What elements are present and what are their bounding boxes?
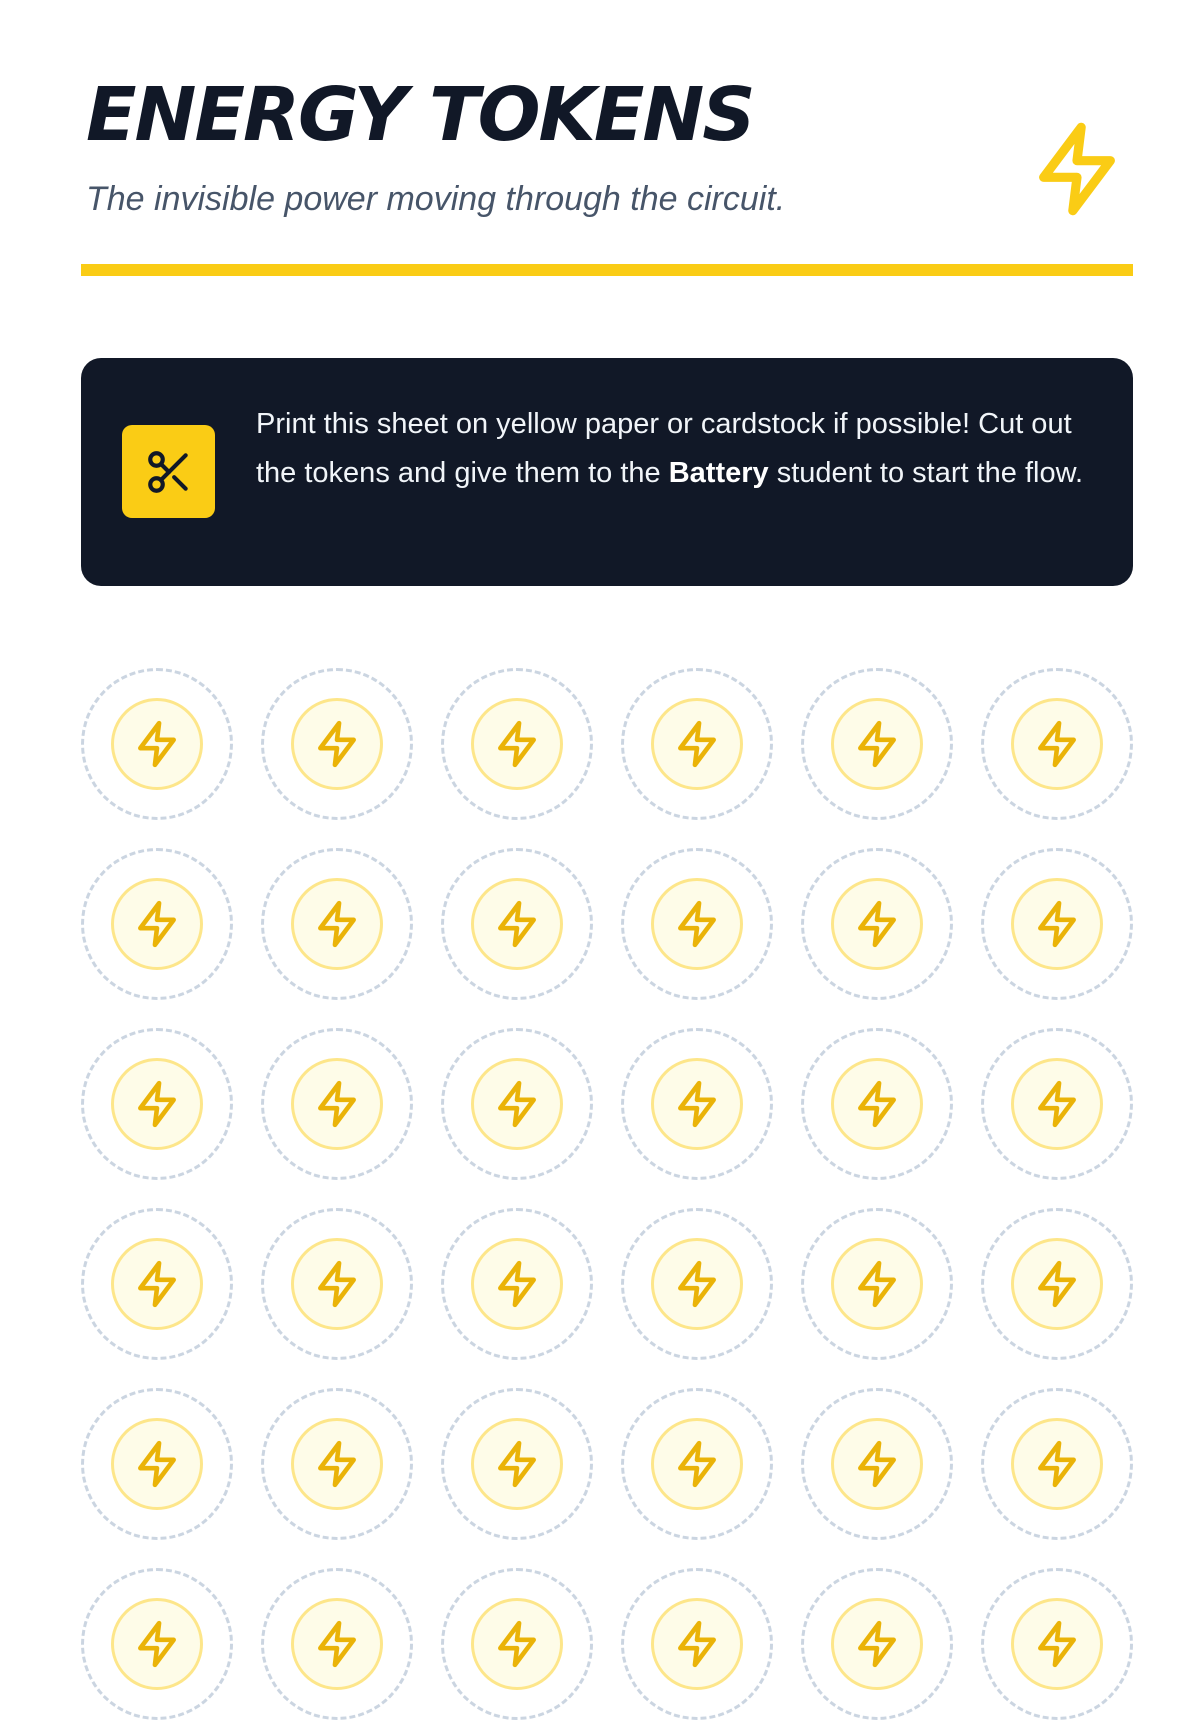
token-face	[651, 1238, 743, 1330]
instructions-panel	[81, 358, 1133, 586]
energy-token	[81, 848, 233, 1000]
energy-token	[981, 1388, 1133, 1540]
energy-token	[621, 1568, 773, 1720]
energy-token	[261, 668, 413, 820]
lightning-bolt-icon	[672, 1079, 722, 1129]
lightning-bolt-icon	[312, 899, 362, 949]
energy-token	[261, 1568, 413, 1720]
energy-token	[261, 1388, 413, 1540]
lightning-bolt-icon	[492, 1079, 542, 1129]
token-face	[1011, 1598, 1103, 1690]
token-face	[831, 698, 923, 790]
token-face	[471, 1598, 563, 1690]
token-face	[831, 1058, 923, 1150]
energy-tokens-sheet	[81, 0, 1133, 489]
energy-token	[801, 1028, 953, 1180]
energy-token	[81, 668, 233, 820]
lightning-bolt-icon	[852, 899, 902, 949]
lightning-bolt-icon	[132, 1259, 182, 1309]
page-title: ENERGY TOKENS	[86, 72, 754, 158]
energy-token	[981, 1028, 1133, 1180]
energy-token	[261, 1028, 413, 1180]
token-face	[471, 1418, 563, 1510]
lightning-bolt-icon	[312, 1619, 362, 1669]
energy-token	[621, 848, 773, 1000]
token-face	[291, 698, 383, 790]
token-face	[831, 1238, 923, 1330]
energy-token	[621, 1208, 773, 1360]
lightning-bolt-icon	[1032, 719, 1082, 769]
token-face	[291, 1058, 383, 1150]
token-face	[111, 1598, 203, 1690]
token-face	[291, 878, 383, 970]
lightning-bolt-icon	[1032, 1259, 1082, 1309]
instructions-text-start: Print this sheet on yellow paper or cardstock if possible! Cut out the tokens and give them to the	[256, 408, 1072, 489]
energy-token	[801, 1568, 953, 1720]
energy-token	[81, 1208, 233, 1360]
lightning-bolt-icon	[312, 1439, 362, 1489]
token-face	[291, 1238, 383, 1330]
lightning-bolt-icon	[132, 1619, 182, 1669]
lightning-bolt-icon	[852, 1259, 902, 1309]
lightning-bolt-icon	[1032, 1439, 1082, 1489]
token-face	[291, 1418, 383, 1510]
token-face	[111, 698, 203, 790]
lightning-bolt-icon	[1032, 899, 1082, 949]
token-face	[1011, 698, 1103, 790]
token-face	[111, 1418, 203, 1510]
token-face	[1011, 1058, 1103, 1150]
token-face	[831, 878, 923, 970]
lightning-bolt-icon	[492, 719, 542, 769]
token-face	[471, 878, 563, 970]
lightning-bolt-icon	[132, 1439, 182, 1489]
lightning-bolt-icon	[1027, 118, 1127, 220]
energy-token	[981, 1208, 1133, 1360]
energy-token	[441, 1388, 593, 1540]
instructions-text-end: student to start the flow.	[768, 457, 1083, 489]
battery-emphasis: Battery	[668, 457, 769, 489]
lightning-bolt-icon	[672, 1619, 722, 1669]
header	[81, 0, 1133, 278]
lightning-bolt-icon	[672, 899, 722, 949]
energy-token	[81, 1568, 233, 1720]
energy-token	[621, 1388, 773, 1540]
token-face	[471, 1238, 563, 1330]
energy-token	[981, 668, 1133, 820]
lightning-bolt-icon	[492, 1259, 542, 1309]
token-face	[1011, 1238, 1103, 1330]
token-face	[111, 878, 203, 970]
lightning-bolt-icon	[492, 1619, 542, 1669]
lightning-bolt-icon	[672, 1259, 722, 1309]
token-face	[651, 698, 743, 790]
lightning-bolt-icon	[852, 1439, 902, 1489]
token-face	[651, 878, 743, 970]
energy-token	[441, 1028, 593, 1180]
energy-token	[441, 668, 593, 820]
lightning-bolt-icon	[1032, 1619, 1082, 1669]
energy-token	[441, 1568, 593, 1720]
energy-token	[981, 848, 1133, 1000]
lightning-bolt-icon	[672, 719, 722, 769]
lightning-bolt-icon	[852, 1619, 902, 1669]
energy-token	[441, 848, 593, 1000]
token-face	[831, 1418, 923, 1510]
lightning-bolt-icon	[852, 1079, 902, 1129]
instructions-text	[256, 400, 1086, 498]
energy-token	[801, 1388, 953, 1540]
lightning-bolt-icon	[1032, 1079, 1082, 1129]
token-face	[651, 1058, 743, 1150]
page-subtitle: The invisible power moving through the circuit.	[86, 180, 786, 218]
token-face	[291, 1598, 383, 1690]
lightning-bolt-icon	[132, 1079, 182, 1129]
token-face	[1011, 878, 1103, 970]
token-face	[1011, 1418, 1103, 1510]
energy-token	[801, 1208, 953, 1360]
token-face	[471, 1058, 563, 1150]
lightning-bolt-icon	[312, 1259, 362, 1309]
lightning-bolt-icon	[312, 1079, 362, 1129]
token-face	[831, 1598, 923, 1690]
energy-token	[801, 668, 953, 820]
lightning-bolt-icon	[492, 1439, 542, 1489]
energy-token	[261, 1208, 413, 1360]
scissors-icon	[122, 425, 215, 518]
energy-token	[81, 1028, 233, 1180]
lightning-bolt-icon	[312, 719, 362, 769]
energy-token	[801, 848, 953, 1000]
token-face	[651, 1598, 743, 1690]
lightning-bolt-icon	[132, 719, 182, 769]
token-face	[111, 1058, 203, 1150]
token-face	[651, 1418, 743, 1510]
energy-token	[81, 1388, 233, 1540]
token-face	[111, 1238, 203, 1330]
lightning-bolt-icon	[492, 899, 542, 949]
lightning-bolt-icon	[852, 719, 902, 769]
token-face	[471, 698, 563, 790]
lightning-bolt-icon	[132, 899, 182, 949]
lightning-bolt-icon	[672, 1439, 722, 1489]
energy-token	[981, 1568, 1133, 1720]
energy-token	[261, 848, 413, 1000]
energy-token	[621, 1028, 773, 1180]
energy-token	[621, 668, 773, 820]
energy-token	[441, 1208, 593, 1360]
header-divider	[81, 264, 1133, 276]
